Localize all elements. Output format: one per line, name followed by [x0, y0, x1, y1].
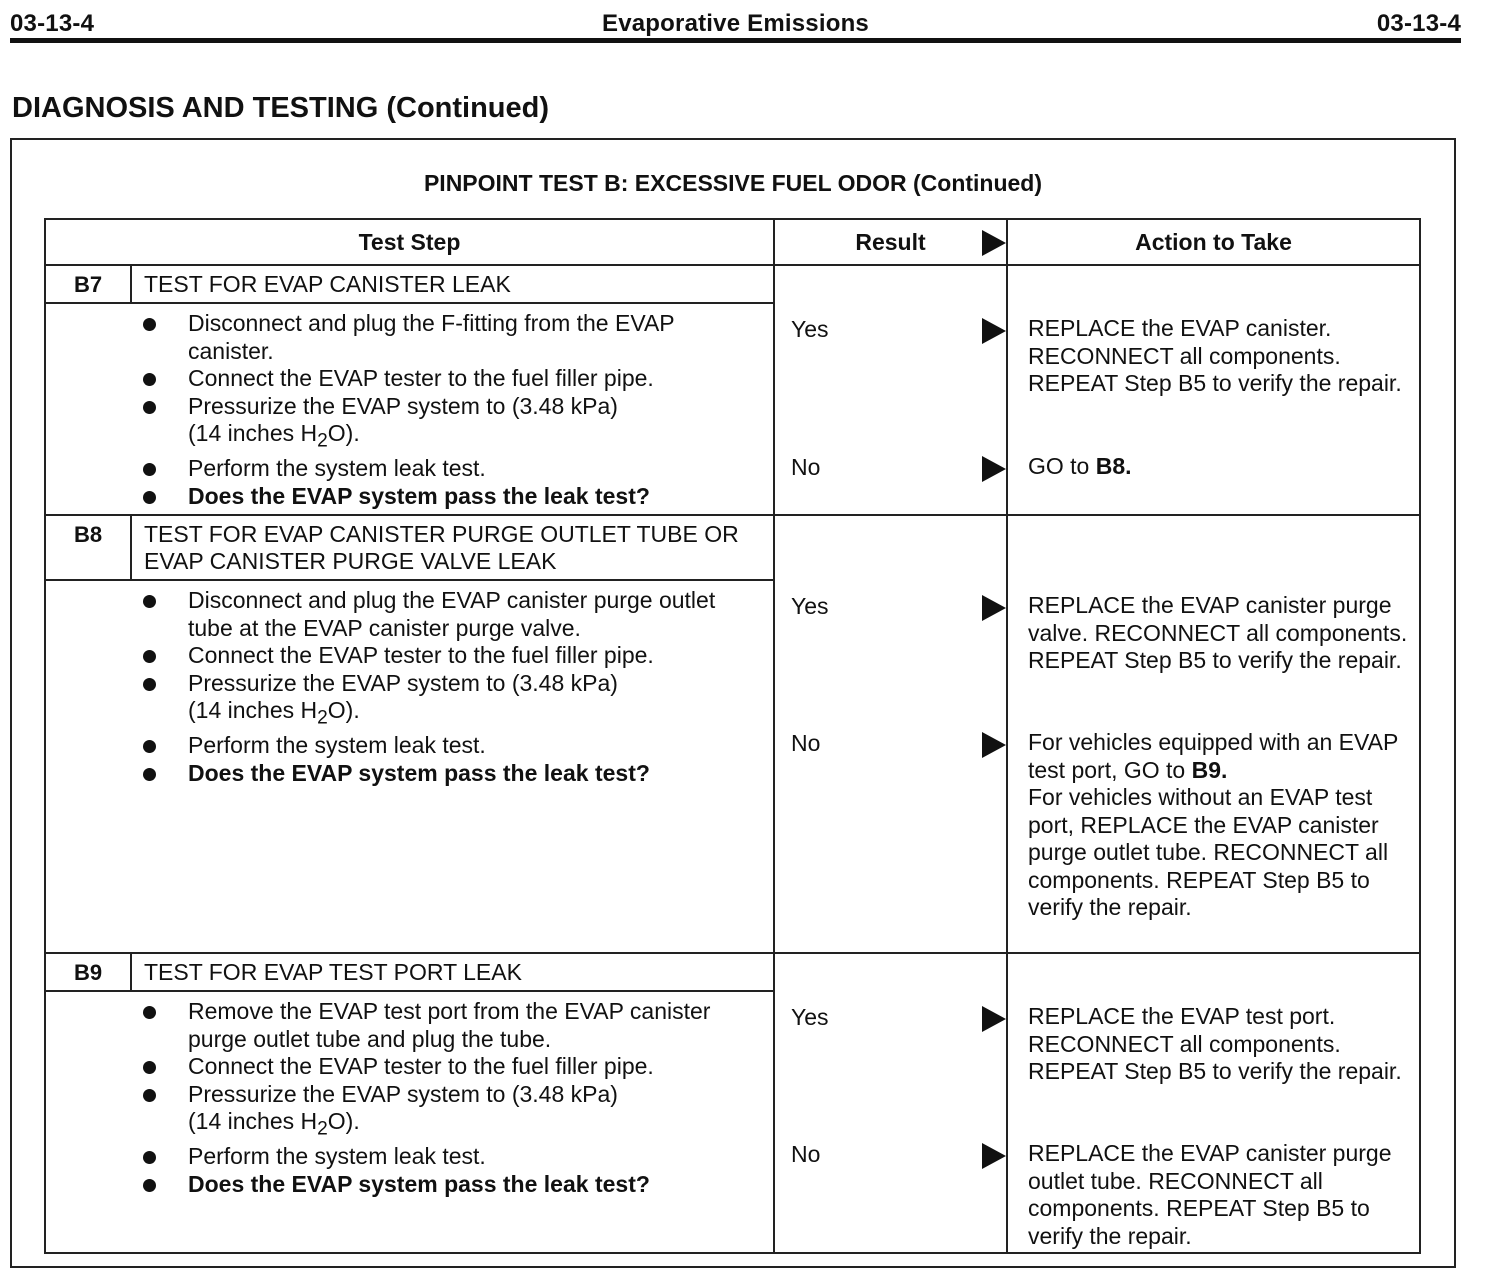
step-title: TEST FOR EVAP CANISTER LEAK [144, 271, 511, 297]
action-yes: REPLACE the EVAP canister. RECONNECT all components. REPEAT Step B5 to verify the repair. [1028, 315, 1402, 396]
list-item: Disconnect and plug the F-fitting from the EVAP canister. [142, 310, 763, 365]
step-id: B8 [46, 516, 132, 579]
test-step-cell [45, 953, 774, 1253]
column-header-test-step: Test Step [45, 219, 774, 265]
list-item-question: Does the EVAP system pass the leak test? [142, 760, 763, 788]
header-rule [10, 38, 1461, 43]
arrow-right-icon [982, 1143, 1006, 1169]
arrow-right-icon [982, 456, 1006, 482]
result-yes: Yes [791, 593, 829, 620]
pressure-sub-tail: O). [327, 1108, 360, 1135]
list-item: Disconnect and plug the EVAP canister purge outlet tube at the EVAP canister purge valve. [142, 587, 763, 642]
pressure-sub-tail: O). [327, 420, 360, 446]
action-cell [1007, 265, 1420, 515]
section-title: DIAGNOSIS AND TESTING (Continued) [12, 92, 550, 124]
action-no-alt-text: For vehicles without an EVAP test port, REPLACE the EVAP canister purge outlet tube. RECONNECT all components. REPEAT Step B5 to verify the repair. [1028, 784, 1389, 921]
result-yes: Yes [791, 316, 829, 342]
list-item-question: Does the EVAP system pass the leak test? [142, 1171, 763, 1199]
list-item [142, 393, 763, 456]
pressure-text: Pressurize the EVAP system to (3.48 kPa) [188, 669, 618, 696]
arrow-right-icon [982, 230, 1006, 256]
table-row-b9 [45, 953, 1420, 1253]
result-cell [774, 953, 1007, 1253]
arrow-right-icon [982, 318, 1006, 344]
step-bullets [46, 581, 773, 791]
action-no-step-ref: B9. [1191, 756, 1228, 783]
page-code-right: 03-13-4 [1376, 10, 1461, 37]
step-bullets [46, 304, 773, 514]
list-item: Connect the EVAP tester to the fuel filler pipe. [142, 642, 763, 670]
table-header-row [45, 219, 1420, 265]
list-item: Perform the system leak test. [142, 455, 763, 483]
step-bullets [46, 992, 773, 1202]
action-no-step-ref: B8. [1095, 453, 1132, 479]
action-no [1028, 729, 1411, 922]
pressure-sub-tail: O). [327, 697, 360, 724]
column-header-result-label: Result [855, 228, 926, 255]
action-no [1028, 453, 1411, 481]
list-item-question: Does the EVAP system pass the leak test? [142, 483, 763, 511]
list-item [142, 1081, 763, 1144]
result-no: No [791, 730, 821, 757]
list-item: Perform the system leak test. [142, 1143, 763, 1171]
action-cell [1007, 953, 1420, 1253]
step-title: TEST FOR EVAP CANISTER PURGE OUTLET TUBE OR EVAP CANISTER PURGE VALVE LEAK [144, 521, 739, 575]
test-step-cell [45, 515, 774, 953]
list-item: Perform the system leak test. [142, 732, 763, 760]
table-row-b7 [45, 265, 1420, 515]
pinpoint-test-title: PINPOINT TEST B: EXCESSIVE FUEL ODOR (Continued) [423, 170, 1043, 196]
subscript-2: 2 [317, 1118, 328, 1140]
arrow-right-icon [982, 1006, 1006, 1032]
result-cell [774, 265, 1007, 515]
action-cell [1007, 515, 1420, 953]
test-step-cell [45, 265, 774, 515]
page-code-left: 03-13-4 [10, 10, 95, 37]
pressure-sub-text: (14 inches H [188, 420, 318, 446]
step-title: TEST FOR EVAP TEST PORT LEAK [144, 959, 522, 986]
result-yes: Yes [791, 1004, 829, 1031]
table-row-b8 [45, 515, 1420, 953]
action-no-text: For vehicles equipped with an EVAP test port, GO to [1028, 729, 1398, 783]
pressure-sub-text: (14 inches H [188, 697, 318, 724]
list-item: Connect the EVAP tester to the fuel filler pipe. [142, 365, 763, 393]
pressure-text: Pressurize the EVAP system to (3.48 kPa) [188, 392, 618, 419]
action-yes: REPLACE the EVAP test port. RECONNECT all components. REPEAT Step B5 to verify the repair. [1028, 1003, 1402, 1085]
subscript-2: 2 [317, 430, 328, 452]
action-no-text: GO to [1028, 453, 1096, 479]
arrow-right-icon [982, 732, 1006, 758]
page-header [10, 4, 1461, 40]
step-id: B7 [46, 266, 132, 302]
column-header-result [774, 219, 1007, 265]
list-item: Connect the EVAP tester to the fuel filler pipe. [142, 1053, 763, 1081]
action-no: REPLACE the EVAP canister purge outlet tube. RECONNECT all components. REPEAT Step B5 to verify the repair. [1028, 1140, 1392, 1249]
list-item: Remove the EVAP test port from the EVAP canister purge outlet tube and plug the tube. [142, 998, 763, 1053]
pressure-text: Pressurize the EVAP system to (3.48 kPa) [188, 1080, 618, 1107]
result-no: No [791, 454, 821, 480]
pinpoint-test-table [44, 218, 1421, 1254]
pressure-sub-text: (14 inches H [188, 1108, 318, 1135]
result-no: No [791, 1141, 821, 1168]
list-item [142, 670, 763, 733]
result-cell [774, 515, 1007, 953]
arrow-right-icon [982, 595, 1006, 621]
action-yes: REPLACE the EVAP canister purge valve. RECONNECT all components. REPEAT Step B5 to verify the repair. [1028, 592, 1408, 674]
step-id: B9 [46, 954, 132, 990]
page-running-title: Evaporative Emissions [602, 10, 869, 37]
column-header-action: Action to Take [1007, 219, 1420, 265]
subscript-2: 2 [317, 707, 328, 729]
